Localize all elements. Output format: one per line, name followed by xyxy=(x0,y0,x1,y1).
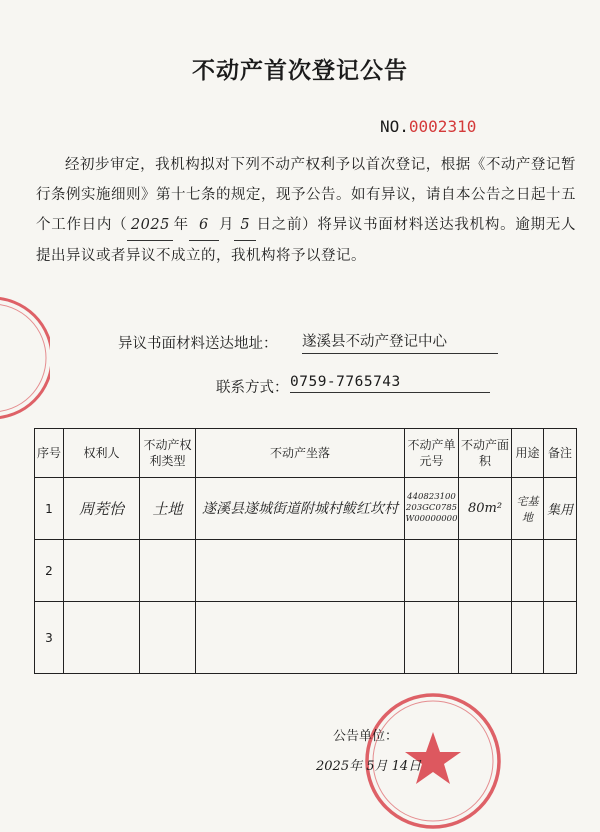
body-text-part2: 日之前）将异议书面材料送达我机构。逾期无人提出异议或者异议不成立的，我机构将予以登记。 xyxy=(36,217,577,264)
row-right-type xyxy=(140,602,196,674)
deadline-month: 6 xyxy=(189,210,219,241)
header-note: 备注 xyxy=(544,429,577,478)
row-area xyxy=(459,602,512,674)
row-unit-no xyxy=(405,602,459,674)
row-unit-no xyxy=(405,540,459,602)
left-seal-icon xyxy=(0,288,50,428)
footer-agency-label: 公告单位： xyxy=(333,729,399,744)
row-no: 1 xyxy=(35,478,64,540)
table-row xyxy=(35,540,577,602)
table-header-row xyxy=(35,429,577,478)
header-unit-no: 不动产单元号 xyxy=(405,429,459,478)
row-no: 2 xyxy=(35,540,64,602)
body-text-part1: 经初步审定，我机构拟对下列不动产权利予以首次登记，根据《不动产登记暂行条例实施细则》第十七条的规定，现予公告。如有异议，请自本公告之日起十五个工作日内（ xyxy=(36,157,576,233)
row-right-type: 土地 xyxy=(140,478,196,540)
header-use: 用途 xyxy=(512,429,544,478)
row-right-type xyxy=(140,540,196,602)
row-note xyxy=(544,540,577,602)
row-unit-no: 440823100203GC0785W00000000 xyxy=(405,478,459,540)
table-row xyxy=(35,478,577,540)
row-use xyxy=(512,540,544,602)
row-area xyxy=(459,540,512,602)
row-owner: 周茺怡 xyxy=(64,478,140,540)
deadline-day: 5 xyxy=(234,210,256,241)
address-value: 遂溪县不动产登记中心 xyxy=(302,330,498,354)
document-number-value: 0002310 xyxy=(408,117,477,136)
row-note xyxy=(544,602,577,674)
row-owner xyxy=(64,602,140,674)
document-number xyxy=(380,117,476,136)
header-owner: 权利人 xyxy=(64,429,140,478)
header-no: 序号 xyxy=(35,429,64,478)
header-location: 不动产坐落 xyxy=(196,429,405,478)
address-label: 异议书面材料送达地址： xyxy=(118,336,278,352)
row-location: 遂溪县遂城街道附城村鲅红坎村 xyxy=(196,478,405,540)
property-table xyxy=(34,428,577,674)
announcement-body xyxy=(36,150,576,271)
header-area: 不动产面 积 xyxy=(459,429,512,478)
row-location xyxy=(196,602,405,674)
row-owner xyxy=(64,540,140,602)
row-location xyxy=(196,540,405,602)
row-use: 宅基地 xyxy=(512,478,544,540)
document-number-prefix: NO. xyxy=(380,117,409,136)
year-label: 年 xyxy=(173,217,189,233)
deadline-year: 2025 xyxy=(127,210,173,241)
page-title: 不动产首次登记公告 xyxy=(192,58,408,84)
contact-value: 0759-7765743 xyxy=(290,374,490,393)
row-no: 3 xyxy=(35,602,64,674)
row-use xyxy=(512,602,544,674)
contact-label: 联系方式： xyxy=(216,380,289,396)
row-area: 80m² xyxy=(459,478,512,540)
footer-date: 2025年 5月 14日 xyxy=(316,759,422,774)
table-row xyxy=(35,602,577,674)
month-label: 月 xyxy=(218,217,235,233)
header-right-type: 不动产权利类型 xyxy=(140,429,196,478)
row-note: 集用 xyxy=(544,478,577,540)
